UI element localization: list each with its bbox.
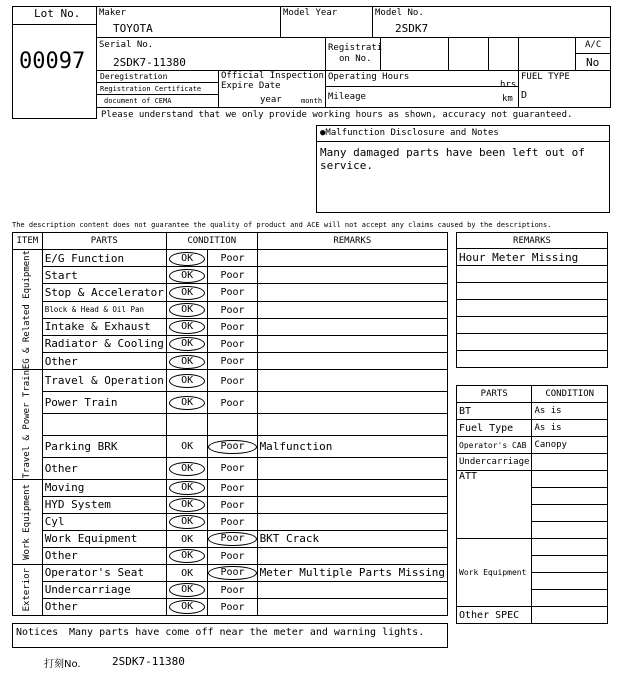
ok-cell — [166, 457, 208, 479]
table-row — [13, 392, 448, 414]
remark-cell — [257, 267, 447, 284]
poor-cell — [208, 479, 257, 496]
header-grid — [0, 0, 640, 125]
ok-mark: OK — [169, 462, 205, 476]
spec-att-label: ATT — [457, 471, 532, 539]
remark-cell — [257, 250, 447, 267]
ok-cell — [166, 479, 208, 496]
ok-mark: OK — [169, 337, 205, 351]
table-row — [13, 513, 448, 530]
remark-cell — [257, 413, 447, 435]
remark-cell — [257, 479, 447, 496]
spec-table — [456, 385, 608, 624]
ok-cell — [166, 318, 208, 335]
notices-label: Notices — [16, 627, 59, 638]
table-row — [13, 457, 448, 479]
poor-cell — [208, 564, 257, 581]
poor-cell — [208, 318, 257, 335]
part-name: Stop & Accelerator — [42, 284, 166, 301]
year-label: year — [260, 95, 282, 105]
poor-mark: Poor — [220, 584, 245, 596]
poor-mark: Poor — [208, 566, 256, 580]
poor-mark: Poor — [220, 356, 245, 368]
poor-cell — [208, 392, 257, 414]
group-label: Work Equipment — [13, 479, 43, 564]
stamp-label: 打刻No. — [44, 659, 81, 670]
ok-mark: OK — [169, 303, 205, 317]
poor-cell — [208, 250, 257, 267]
fuel-type-label: FUEL TYPE — [521, 72, 570, 82]
cema-label: document of CEMA — [104, 97, 172, 105]
ac-label: A/C — [585, 40, 602, 50]
poor-mark: Poor — [220, 516, 245, 528]
ok-cell — [166, 353, 208, 370]
poor-mark: Poor — [220, 550, 245, 562]
table-row — [13, 284, 448, 301]
part-name: Work Equipment — [42, 530, 166, 547]
part-name: Intake & Exhaust — [42, 318, 166, 335]
maker-label: Maker — [99, 8, 127, 18]
ac-value: No — [586, 56, 600, 69]
poor-mark: Poor — [220, 482, 245, 494]
part-name — [42, 413, 166, 435]
poor-mark: Poor — [220, 270, 245, 282]
remark-cell — [257, 496, 447, 513]
table-row — [13, 564, 448, 581]
ok-cell — [166, 284, 208, 301]
ok-cell — [166, 250, 208, 267]
side-remarks-header: REMARKS — [457, 233, 608, 249]
spec-parts-header: PARTS — [457, 386, 532, 403]
parts-header: PARTS — [42, 233, 166, 250]
ok-mark: OK — [181, 533, 194, 545]
ok-cell — [166, 547, 208, 564]
poor-mark: Poor — [220, 499, 245, 511]
remark-cell — [257, 370, 447, 392]
poor-mark: Poor — [220, 253, 245, 265]
spec-work-equipment-label: Work Equipment — [457, 539, 532, 607]
ok-cell — [166, 435, 208, 457]
part-name: E/G Function — [42, 250, 166, 267]
part-name: Power Train — [42, 392, 166, 414]
ok-cell — [166, 598, 208, 615]
ok-mark: OK — [169, 498, 205, 512]
table-row — [13, 581, 448, 598]
side-remark-row — [457, 283, 608, 300]
hours-notice: Please understand that we only provide working hours as shown, accuracy not guaranteed. — [101, 110, 573, 120]
disclaimer: The description content does not guarantee the quality of product and ACE will not accept any claims caused by the descriptions. — [12, 221, 552, 229]
table-row — [13, 335, 448, 352]
km-label: km — [502, 94, 513, 104]
model-year-label: Model Year — [283, 8, 338, 18]
condition-table — [12, 232, 448, 616]
table-row — [13, 353, 448, 370]
notices-box — [12, 623, 448, 648]
registration-label-2: on No. — [339, 54, 372, 64]
table-row — [13, 301, 448, 318]
ok-mark: OK — [169, 286, 205, 300]
remark-cell — [257, 318, 447, 335]
poor-mark: Poor — [220, 375, 245, 387]
poor-cell — [208, 301, 257, 318]
ok-mark: OK — [169, 600, 205, 614]
remark-cell: Meter Multiple Parts Missing — [257, 564, 447, 581]
side-remark-row: Hour Meter Missing — [457, 249, 608, 266]
part-name: Cyl — [42, 513, 166, 530]
hrs-label: hrs — [500, 80, 517, 90]
inspection-label-2: Expire Date — [221, 81, 281, 91]
poor-mark: Poor — [220, 304, 245, 316]
ok-mark: OK — [169, 515, 205, 529]
remark-cell — [257, 284, 447, 301]
serial-label: Serial No. — [99, 40, 154, 50]
spec-cab-value: Canopy — [532, 437, 608, 454]
part-name: Travel & Operation — [42, 370, 166, 392]
remark-cell — [257, 335, 447, 352]
ok-cell — [166, 496, 208, 513]
poor-mark: Poor — [208, 440, 256, 454]
side-remark-row — [457, 300, 608, 317]
inspection-label-1: Official Inspection — [221, 71, 324, 81]
part-name: Other — [42, 547, 166, 564]
side-remark-row — [457, 317, 608, 334]
ok-mark: OK — [169, 583, 205, 597]
ok-mark: OK — [169, 320, 205, 334]
poor-cell — [208, 530, 257, 547]
poor-cell — [208, 370, 257, 392]
part-name: Other — [42, 598, 166, 615]
remark-cell — [257, 513, 447, 530]
table-row — [13, 598, 448, 615]
remark-cell — [257, 598, 447, 615]
group-label: EG & Related Equipment — [13, 250, 43, 370]
side-remark-row — [457, 351, 608, 368]
remark-cell — [257, 547, 447, 564]
ok-cell — [166, 267, 208, 284]
poor-mark: Poor — [208, 532, 256, 546]
spec-cab-label: Operator's CAB — [457, 437, 532, 454]
spec-bt-label: BT — [457, 403, 532, 420]
spec-bt-value: As is — [532, 403, 608, 420]
ok-cell — [166, 513, 208, 530]
lot-label: Lot No. — [34, 7, 81, 20]
remark-cell: BKT Crack — [257, 530, 447, 547]
maker-value: TOYOTA — [113, 22, 153, 35]
notices-text: Many parts have come off near the meter and warning lights. — [69, 627, 425, 638]
ok-mark: OK — [169, 481, 205, 495]
poor-mark: Poor — [220, 338, 245, 350]
remark-cell — [257, 301, 447, 318]
registration-label-1: Registrati — [328, 43, 383, 53]
part-name: Block & Head & Oil Pan — [42, 301, 166, 318]
ok-cell — [166, 392, 208, 414]
table-row — [13, 267, 448, 284]
poor-cell — [208, 457, 257, 479]
group-label: Travel & Power Train — [13, 370, 43, 479]
poor-cell — [208, 581, 257, 598]
lot-value: 00097 — [19, 49, 86, 74]
item-header: ITEM — [13, 233, 43, 250]
side-remark-row — [457, 334, 608, 351]
part-name: Undercarriage — [42, 581, 166, 598]
spec-fuel-label: Fuel Type — [457, 420, 532, 437]
poor-cell — [208, 513, 257, 530]
table-row — [13, 413, 448, 435]
ok-mark: OK — [181, 567, 194, 579]
table-row — [13, 479, 448, 496]
part-name: Start — [42, 267, 166, 284]
registration-certificate-label: Registration Certificate — [100, 85, 202, 93]
spec-undercarriage-label: Undercarriage — [457, 454, 532, 471]
side-remarks-table — [456, 232, 608, 368]
poor-cell — [208, 435, 257, 457]
malfunction-text: Many damaged parts have been left out of service. — [320, 146, 585, 172]
ok-mark: OK — [169, 252, 205, 266]
part-name: Other — [42, 457, 166, 479]
ok-mark: OK — [169, 374, 205, 388]
fuel-type-value: D — [521, 90, 528, 101]
ok-mark: OK — [169, 396, 205, 410]
condition-header: CONDITION — [166, 233, 257, 250]
poor-cell — [208, 284, 257, 301]
malfunction-box — [316, 125, 610, 213]
poor-cell — [208, 267, 257, 284]
poor-cell — [208, 353, 257, 370]
ok-mark: OK — [169, 549, 205, 563]
ok-cell — [166, 564, 208, 581]
spec-fuel-value: As is — [532, 420, 608, 437]
deregistration-label: Deregistration — [100, 72, 168, 81]
part-name: Parking BRK — [42, 435, 166, 457]
poor-cell — [208, 598, 257, 615]
part-name: Moving — [42, 479, 166, 496]
ok-cell — [166, 301, 208, 318]
table-row — [13, 250, 448, 267]
remark-cell — [257, 353, 447, 370]
table-row — [13, 496, 448, 513]
serial-value: 2SDK7-11380 — [113, 56, 186, 69]
ok-cell — [166, 530, 208, 547]
table-row — [13, 547, 448, 564]
model-no-label: Model No. — [375, 8, 424, 18]
ok-mark: OK — [181, 441, 194, 453]
operating-hours-label: Operating Hours — [328, 72, 410, 82]
poor-cell — [208, 496, 257, 513]
mileage-label: Mileage — [328, 92, 366, 102]
poor-mark: Poor — [220, 463, 245, 475]
remarks-header: REMARKS — [257, 233, 447, 250]
poor-cell — [208, 335, 257, 352]
poor-mark: Poor — [220, 601, 245, 613]
part-name: Operator's Seat — [42, 564, 166, 581]
month-label: month — [301, 97, 323, 105]
ok-mark: OK — [169, 269, 205, 283]
remark-cell — [257, 392, 447, 414]
part-name: Radiator & Cooling — [42, 335, 166, 352]
part-name: HYD System — [42, 496, 166, 513]
table-row — [13, 435, 448, 457]
remark-cell — [257, 581, 447, 598]
part-name: Other — [42, 353, 166, 370]
group-label: Exterior — [13, 564, 43, 615]
remark-cell: Malfunction — [257, 435, 447, 457]
poor-mark: Poor — [220, 321, 245, 333]
spec-condition-header: CONDITION — [532, 386, 608, 403]
poor-cell — [208, 547, 257, 564]
side-remark-row — [457, 266, 608, 283]
poor-mark: Poor — [220, 397, 245, 409]
ok-mark: OK — [169, 355, 205, 369]
ok-cell — [166, 335, 208, 352]
remark-cell — [257, 457, 447, 479]
stamp-value: 2SDK7-11380 — [112, 655, 185, 668]
table-row — [13, 370, 448, 392]
ok-cell — [166, 370, 208, 392]
table-row — [13, 318, 448, 335]
table-row — [13, 530, 448, 547]
poor-mark: Poor — [220, 287, 245, 299]
ok-cell — [166, 581, 208, 598]
model-no-value: 2SDK7 — [395, 22, 429, 35]
spec-other-label: Other SPEC — [457, 607, 532, 624]
malfunction-title: ●Malfunction Disclosure and Notes — [317, 126, 609, 142]
